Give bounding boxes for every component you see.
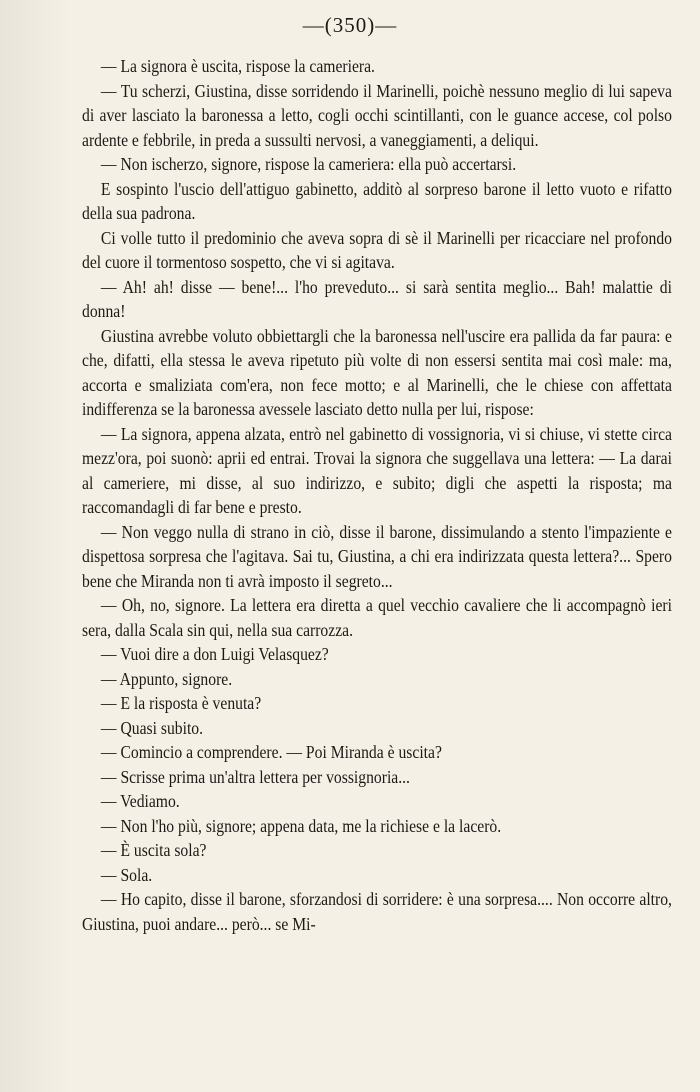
page-number: —(350)— bbox=[302, 13, 398, 37]
paragraph: E sospinto l'uscio dell'attiguo gabinetto, additò al sorpreso barone il letto vuoto e rifatto della sua padrona. bbox=[82, 178, 672, 223]
paragraph: — La signora è uscita, rispose la cameriera. bbox=[100, 56, 375, 76]
paragraph: — Quasi subito. bbox=[100, 717, 204, 738]
paragraph: — Ho capito, disse il barone, sforzandosi di sorridere: è una sorpresa.... Non occorre altro, Giustina, puoi andare... però... se Mi- bbox=[82, 889, 672, 934]
page-edge-shadow bbox=[0, 0, 70, 1092]
paragraph: — E la risposta è venuta? bbox=[100, 693, 262, 713]
paragraph: — È uscita sola? bbox=[100, 840, 207, 860]
paragraph: — Vediamo. bbox=[100, 791, 180, 811]
paragraph: — Non ischerzo, signore, rispose la cameriera: ella può accertarsi. bbox=[100, 154, 517, 174]
paragraph: Ci volle tutto il predominio che aveva sopra di sè il Marinelli per ricacciare nel profondo del cuore il tormentoso sospetto, che vi si agitava. bbox=[82, 227, 672, 272]
paragraph: — Ah! ah! disse — bene!... l'ho preveduto... si sarà sentita meglio... Bah! malattie di donna! bbox=[82, 276, 672, 321]
paragraph: — Non l'ho più, signore; appena data, me la richiese e la lacerò. bbox=[100, 815, 502, 836]
text-block bbox=[82, 54, 672, 936]
paragraph: — Non veggo nulla di strano in ciò, disse il barone, dissimulando a stento l'impaziente e dispettosa sorpresa che l'agitava. Sai tu, Giustina, a chi era indirizzata questa lettera?... Spero bene che Miranda non ti avrà imposto il segreto... bbox=[82, 521, 672, 591]
paragraph: — Tu scherzi, Giustina, disse sorridendo il Marinelli, poichè nessuno meglio di lui sapeva di aver lasciato la baronessa a letto, cogli occhi scintillanti, con le guance accese, col polso ardente e febbrile, in preda a sussulti nervosi, a vaneggiamenti, a deliqui. bbox=[82, 80, 672, 150]
paragraph: — Sola. bbox=[100, 864, 153, 885]
paragraph: — Comincio a comprendere. — Poi Miranda è uscita? bbox=[100, 742, 442, 762]
paragraph: Giustina avrebbe voluto obbiettargli che la baronessa nell'uscire era pallida da far paura: e che, difatti, ella stessa le aveva ripetuto più volte di non essersi sentita mai così male: ma, accorta e smaliziata com'era, non fece motto; e al Marinelli, che le chiese con affettata indifferenza se la baronessa avessele lasciato detto nulla per lui, rispose: bbox=[82, 325, 672, 419]
paragraph: — Oh, no, signore. La lettera era diretta a quel vecchio cavaliere che li accompagnò ieri sera, dalla Scala sin qui, nella sua carrozza. bbox=[82, 595, 672, 640]
paragraph: — Scrisse prima un'altra lettera per vossignoria... bbox=[100, 766, 410, 787]
paragraph: — Vuoi dire a don Luigi Velasquez? bbox=[100, 644, 329, 664]
paragraph: — La signora, appena alzata, entrò nel gabinetto di vossignoria, vi si chiuse, vi stette circa mezz'ora, poi suonò: aprii ed entrai. Trovai la signora che suggellava una lettera: — La darai al cameriere, mi disse, al suo indirizzo, e subito; digli che aspetti la risposta; ma raccomandagli di far bene e presto. bbox=[82, 423, 672, 517]
paragraph: — Appunto, signore. bbox=[100, 668, 233, 689]
body-text bbox=[82, 54, 672, 936]
